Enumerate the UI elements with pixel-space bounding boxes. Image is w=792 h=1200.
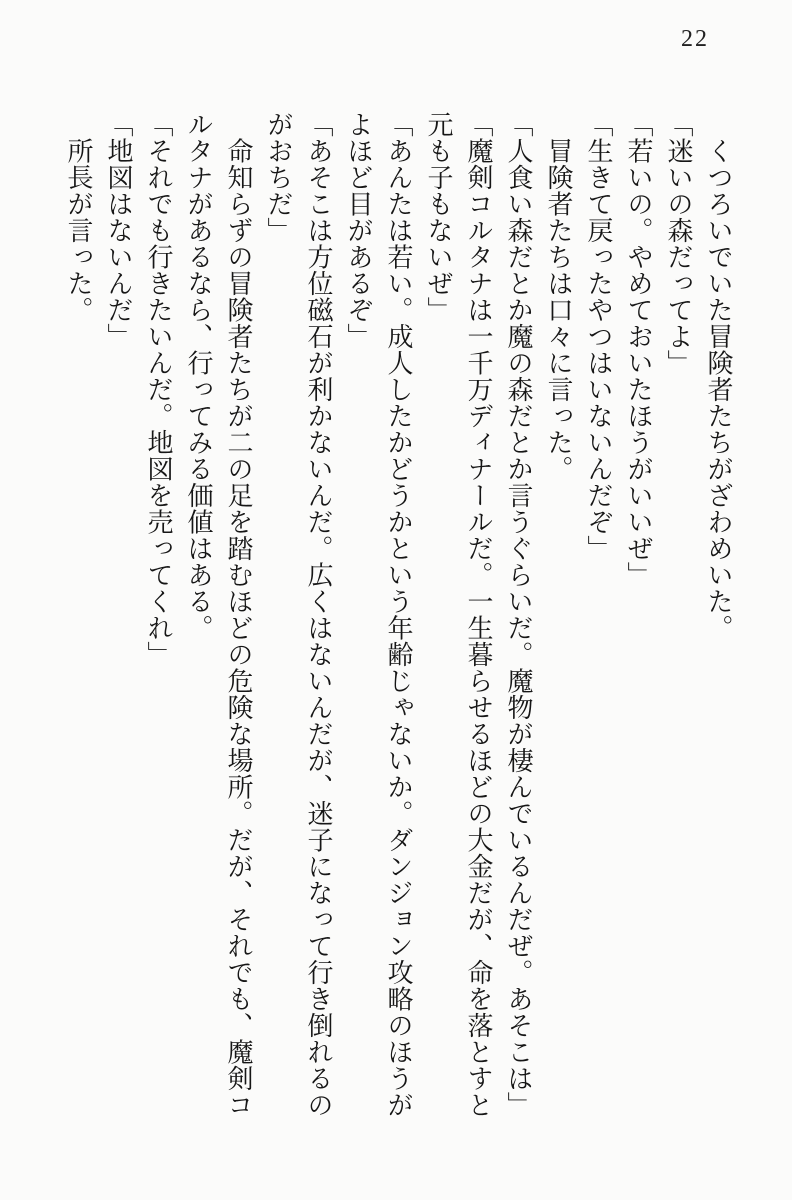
text-line: 「生きて戻ったやつはいないんだぞ」 bbox=[584, 111, 613, 562]
text-line: 「迷いの森だってよ」 bbox=[664, 111, 693, 376]
text-line: よほど目があるぞ」 bbox=[344, 111, 373, 350]
vertical-text-block bbox=[58, 111, 738, 1125]
text-line: がおちだ」 bbox=[264, 111, 293, 244]
text-line: 冒険者たちは口々に言った。 bbox=[544, 111, 573, 482]
text-line: 「それでも行きたいんだ。地図を売ってくれ」 bbox=[144, 111, 173, 668]
text-line: 命知らずの冒険者たちが二の足を踏むほどの危険な場所。だが、それでも、魔剣コ bbox=[224, 111, 253, 1118]
text-line: 「あんたは若い。成人したかどうかという年齢じゃないか。ダンジョン攻略のほうが bbox=[384, 111, 413, 1118]
text-line: 元も子もないぜ」 bbox=[424, 111, 453, 323]
page-number: 22 bbox=[681, 26, 709, 52]
text-line: 「人食い森だとか魔の森だとか言うぐらいだ。魔物が棲んでいるんだぜ。あそこは」 bbox=[504, 111, 533, 1118]
text-line: 所長が言った。 bbox=[64, 111, 93, 323]
text-line: くつろいでいた冒険者たちがざわめいた。 bbox=[704, 111, 733, 641]
text-line: 「あそこは方位磁石が利かないんだ。広くはないんだが、迷子になって行き倒れるの bbox=[304, 111, 333, 1118]
text-line: ルタナがあるなら、行ってみる価値はある。 bbox=[184, 111, 213, 641]
text-line: 「若いの。やめておいたほうがいいぜ」 bbox=[624, 111, 653, 588]
text-line: 「地図はないんだ」 bbox=[104, 111, 133, 350]
text-line: 「魔剣コルタナは一千万ディナールだ。一生暮らせるほどの大金だが、命を落とすと bbox=[464, 111, 493, 1118]
